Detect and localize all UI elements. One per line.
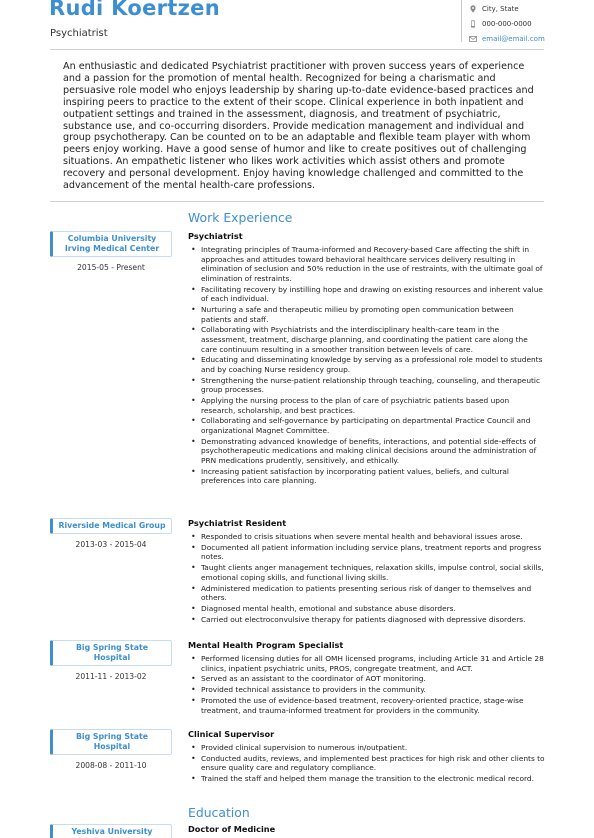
contact-phone (469, 17, 571, 30)
job-meta (50, 231, 172, 272)
list-item: • Strengthening the nurse-patient relationship through teaching, counseling, and therapeutic group processes. (188, 376, 545, 395)
location-text: City, State (482, 4, 519, 13)
contact-location (469, 2, 571, 15)
list-item: • Carried out electroconvulsive therapy for patients diagnosed with depressive disorders. (188, 615, 545, 625)
list-item: • Performed licensing duties for all OMH licensed programs, including Article 31 and Article 28 clinics, inpatient psychiatric units, PROS, congregate treatment, and ACT. (188, 654, 545, 673)
list-item: • Conducted audits, reviews, and implemented best practices for high risk and other clients to ensure quality care and regulatory compliance. (188, 754, 545, 773)
contact-email[interactable] (469, 32, 571, 45)
job-details (188, 640, 545, 716)
list-item: • Facilitating recovery by instilling hope and drawing on existing resources and inherent value of each individual. (188, 285, 545, 304)
job-details (188, 729, 545, 785)
list-item: • Collaborating and self-governance by participating on departmental Practice Council and organizational Magnet Committee. (188, 416, 545, 435)
phone-icon (469, 20, 477, 28)
job-bullets (188, 743, 545, 784)
job-role: Clinical Supervisor (188, 729, 275, 739)
degree-name: Doctor of Medicine (188, 824, 276, 834)
list-item: • Applying the nursing process to the plan of care of psychiatric patients based upon research, scholarship, and best practices. (188, 396, 545, 415)
candidate-name: Rudi Koertzen (49, 0, 220, 20)
school-name: Yeshiva University (50, 824, 172, 838)
job-details (188, 231, 545, 487)
list-item: • Collaborating with Psychiatrists and the interdisciplinary health-care team in the assessment, treatment, discharge planning, and coordinating the patient care along the care continuum resulting in a smoother transition between levels of care. (188, 325, 545, 354)
list-item: • Demonstrating advanced knowledge of benefits, interactions, and potential side-effects of psychotherapeutic medications and making clinical decisions around the administration of PRN medications prudently, sensitively, and ethically. (188, 437, 545, 466)
contact-block (461, 0, 571, 42)
list-item: • Served as an assistant to the coordinator of AOT monitoring. (188, 674, 545, 684)
professional-summary: An enthusiastic and dedicated Psychiatrist practitioner with proven success years of experience and a passion for the promotion of mental health. Recognized for being a charismatic and persuasive role model who enjoys leadership by sharing up-to-date evidence-based practices and inspiring peers to practice to the extent of their scope. Clinical experience in both inpatient and outpatient settings and trained in the assessment, diagnosis, and treatment of psychiatric, substance use, and co-occurring disorders. Provide medication management and individual and group psychotherapy. Can be counted on to be an adaptable and flexible team player with whom peers enjoy working. Have a good sense of humor and like to create positives out of challenging situations. An empathetic listener who likes work activities which assist others and promote recovery and personal development. Enjoy having knowledge challenged and committed to the advancement of the mental health-care professions. (63, 61, 534, 192)
list-item: • Educating and disseminating knowledge by serving as a professional role model to students and by coaching Nurse residency group. (188, 355, 545, 374)
list-item: • Provided technical assistance to providers in the community. (188, 685, 545, 695)
job-details (188, 518, 545, 625)
job-bullets (188, 532, 545, 624)
job-role: Psychiatrist (188, 231, 243, 241)
job-role: Psychiatrist Resident (188, 518, 287, 528)
education-meta (50, 824, 172, 838)
location-pin-icon (469, 5, 477, 13)
candidate-title: Psychiatrist (50, 28, 108, 39)
job-dates: 2011-11 - 2013-02 (75, 672, 147, 681)
list-item: • Integrating principles of Trauma-informed and Recovery-based Care affecting the shift in approaches and attitudes toward behavioral healthcare services delivery resulting in elimination of seclusion and 50% reduction in the use of restraints, with the ultimate goal of elimination of restraints. (188, 245, 545, 283)
company-name: Riverside Medical Group (50, 518, 172, 534)
job-dates: 2015-05 - Present (77, 263, 145, 272)
list-item: • Trained the staff and helped them manage the transition to the electronic medical record. (188, 774, 545, 784)
company-name: Big Spring State Hospital (50, 729, 172, 755)
list-item: • Diagnosed mental health, emotional and substance abuse disorders. (188, 604, 545, 614)
job-dates: 2008-08 - 2011-10 (75, 761, 147, 770)
job-bullets (188, 245, 545, 486)
email-icon (469, 35, 477, 43)
email-link[interactable]: email@email.com (482, 34, 545, 43)
list-item: • Responded to crisis situations when severe mental health and behavioral issues arose. (188, 532, 545, 542)
job-dates: 2013-03 - 2015-04 (75, 540, 147, 549)
list-item: • Increasing patient satisfaction by incorporating patient values, beliefs, and cultural preferences into care planning. (188, 467, 545, 486)
education-heading: Education (188, 805, 250, 820)
summary-divider (50, 201, 544, 202)
resume-header (0, 0, 594, 52)
job-role: Mental Health Program Specialist (188, 640, 344, 650)
work-experience-heading: Work Experience (188, 210, 293, 225)
list-item: • Taught clients anger management techniques, relaxation skills, impulse control, social skills, emotional coping skills, and functional living skills. (188, 563, 545, 582)
company-name: Columbia University Irving Medical Center (50, 231, 172, 257)
phone-text: 000-000-0000 (482, 19, 532, 28)
list-item: • Administered medication to patients presenting serious risk of danger to themselves and others. (188, 584, 545, 603)
job-meta (50, 729, 172, 770)
list-item: • Documented all patient information including service plans, treatment reports and progress notes. (188, 543, 545, 562)
job-bullets (188, 654, 545, 715)
list-item: • Promoted the use of evidence-based treatment, recovery-oriented practice, stage-wise treatment, and trauma-informed treatment for providers in the community. (188, 696, 545, 715)
job-meta (50, 640, 172, 681)
list-item: • Nurturing a safe and therapeutic milieu by promoting open communication between patients and staff. (188, 305, 545, 324)
header-divider (50, 49, 544, 50)
list-item: • Provided clinical supervision to numerous in/outpatient. (188, 743, 545, 753)
company-name: Big Spring State Hospital (50, 640, 172, 666)
job-meta (50, 518, 172, 549)
education-details (188, 824, 545, 838)
